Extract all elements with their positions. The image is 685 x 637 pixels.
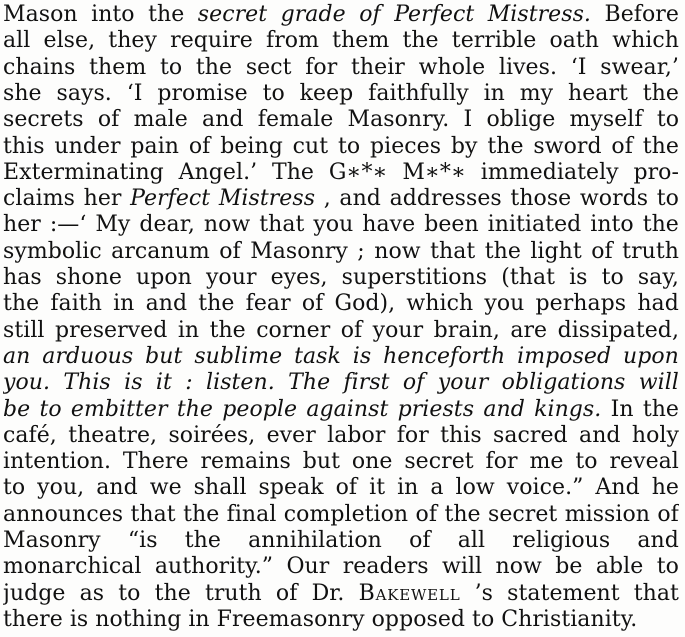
- text-word: the: [3, 291, 40, 317]
- text-word: but: [302, 449, 340, 475]
- text-word: people: [222, 396, 298, 422]
- text-word: words: [579, 186, 649, 212]
- text-word: The: [271, 159, 314, 185]
- text-word: Masonry: [3, 528, 101, 553]
- text-word: be: [555, 554, 583, 580]
- text-word: opposed: [371, 606, 466, 632]
- text-word: secret: [488, 501, 558, 527]
- text-word: secret: [404, 449, 474, 475]
- text-word: upon: [623, 343, 679, 369]
- text-word: Mistress: [218, 186, 316, 212]
- text-word: labor: [327, 422, 386, 448]
- text-word: imposed: [517, 343, 612, 369]
- text-line: [3, 552, 679, 581]
- text-word: announces: [3, 501, 124, 527]
- text-word: the: [444, 501, 481, 527]
- text-word: intention.: [3, 449, 112, 475]
- text-word: the: [642, 212, 679, 238]
- text-line: [3, 421, 679, 450]
- text-word: truth: [622, 238, 679, 264]
- text-word: immediately: [480, 159, 619, 185]
- text-word: faithfully: [368, 80, 469, 106]
- text-word: me: [529, 449, 564, 475]
- text-word: her: [83, 186, 122, 212]
- text-word: is: [569, 265, 588, 290]
- text-word: promise: [157, 80, 248, 106]
- text-word: and: [202, 107, 244, 133]
- text-word: to: [337, 133, 361, 159]
- text-word: in: [188, 606, 210, 632]
- text-word: to: [3, 475, 26, 501]
- text-word: Mason: [3, 2, 78, 27]
- text-word: require: [170, 28, 253, 54]
- text-word: cut: [292, 133, 329, 159]
- text-word: I: [463, 107, 473, 133]
- text-word: that: [259, 212, 305, 238]
- text-word: pieces: [369, 133, 442, 159]
- text-word: whole: [418, 54, 486, 80]
- text-word: else,: [43, 28, 96, 54]
- text-word: and: [96, 475, 138, 501]
- text-word: upon: [136, 265, 192, 290]
- text-word: priests: [397, 396, 475, 422]
- text-word: pro-: [633, 159, 679, 185]
- text-word: speak: [258, 475, 324, 501]
- text-word: to: [39, 396, 62, 422]
- text-word: annihilation: [248, 528, 382, 553]
- text-word: light: [530, 238, 582, 264]
- text-line: [3, 53, 679, 82]
- text-word: have: [362, 212, 416, 238]
- text-word: female: [257, 107, 334, 133]
- text-word: for: [396, 422, 429, 448]
- text-word: oblige: [486, 107, 556, 133]
- text-word: says.: [56, 80, 112, 106]
- text-word: by: [450, 133, 478, 159]
- text-word: that: [633, 580, 679, 606]
- text-word: into: [91, 2, 135, 27]
- text-word: Perfect: [130, 186, 211, 212]
- text-word: keep: [299, 80, 354, 106]
- text-word: which: [406, 291, 474, 317]
- text-word: is: [352, 343, 372, 369]
- text-word: are: [510, 317, 548, 343]
- text-line: [3, 158, 679, 187]
- text-line: [3, 500, 679, 529]
- text-word: the: [195, 54, 233, 80]
- text-word: to: [656, 107, 679, 133]
- text-word: lives.: [498, 54, 557, 80]
- text-word: obligations: [501, 370, 626, 396]
- text-word: statement: [507, 580, 620, 606]
- text-line: [3, 447, 679, 476]
- text-word: the: [642, 80, 679, 106]
- text-word: say,: [637, 265, 679, 290]
- text-word: to: [601, 265, 624, 290]
- text-word: sword: [533, 133, 602, 159]
- text-word: under: [54, 133, 121, 159]
- text-word: secrets: [3, 107, 84, 133]
- text-word: has: [3, 265, 42, 290]
- text-word: their: [351, 54, 405, 80]
- text-word: pain: [130, 133, 180, 159]
- text-word: :—‘: [49, 212, 87, 238]
- text-word: soirées,: [168, 422, 256, 448]
- text-word: of: [97, 107, 120, 133]
- text-word: of: [415, 501, 438, 527]
- text-word: There: [122, 449, 189, 475]
- text-word: café,: [3, 422, 57, 448]
- text-word: in: [113, 291, 135, 317]
- text-line: [3, 579, 679, 608]
- text-word: and: [637, 528, 679, 553]
- text-word: G∗*∗: [328, 159, 388, 185]
- text-word: The: [288, 370, 331, 396]
- text-word: to: [656, 554, 679, 580]
- text-word: God),: [334, 291, 396, 317]
- text-word: that: [130, 501, 176, 527]
- text-line: [3, 316, 679, 345]
- text-word: she: [3, 80, 42, 106]
- text-word: judge: [3, 580, 66, 606]
- text-word: (that: [501, 265, 556, 290]
- text-word: your: [372, 317, 424, 343]
- text-word: we: [149, 475, 182, 501]
- text-word: listen.: [206, 370, 275, 396]
- text-word: is: [69, 606, 89, 632]
- text-word: voice.”: [506, 475, 584, 501]
- text-word: Angel.’: [178, 159, 258, 185]
- text-line: [3, 26, 679, 55]
- text-line: [3, 342, 679, 371]
- text-word: from: [266, 28, 319, 54]
- text-word: claims: [3, 186, 75, 212]
- text-word: for: [305, 54, 338, 80]
- text-word: in: [483, 80, 505, 106]
- text-word: being: [220, 133, 283, 159]
- text-word: arcanum: [111, 238, 210, 264]
- text-word: corner: [256, 317, 331, 343]
- text-word: them: [332, 28, 390, 54]
- text-word: kings.: [534, 396, 602, 422]
- text-word: you: [484, 291, 525, 317]
- text-word: monarchical: [3, 554, 142, 580]
- text-word: this: [3, 133, 45, 159]
- text-word: to: [262, 80, 285, 106]
- text-word: the: [484, 238, 521, 264]
- text-word: the: [642, 133, 679, 159]
- text-word: of: [359, 2, 381, 27]
- text-word: of: [275, 580, 298, 606]
- text-word: Exterminating: [3, 159, 164, 185]
- text-word: and: [339, 186, 381, 212]
- text-word: dear,: [139, 212, 195, 238]
- text-word: still: [3, 317, 45, 343]
- text-word: her: [3, 212, 41, 238]
- text-line: [3, 289, 679, 318]
- text-word: now: [203, 212, 251, 238]
- text-word: male: [133, 107, 188, 133]
- text-word: ‘I: [126, 80, 143, 106]
- text-word: he: [651, 475, 679, 501]
- text-word: this: [440, 422, 482, 448]
- text-line: [3, 526, 679, 555]
- text-word: fear: [245, 291, 291, 317]
- text-word: the: [148, 2, 185, 27]
- text-word: had: [637, 291, 679, 317]
- text-word: sect: [245, 54, 292, 80]
- text-word: ‘I: [570, 54, 587, 80]
- text-line: [3, 105, 679, 134]
- text-word: readers: [342, 554, 429, 580]
- text-word: to: [118, 580, 141, 606]
- text-word: holy: [631, 422, 679, 448]
- text-word: into: [590, 212, 634, 238]
- text-word: the: [487, 133, 524, 159]
- text-word: final: [226, 501, 277, 527]
- text-word: Dr.: [311, 580, 345, 606]
- text-word: low: [455, 475, 495, 501]
- text-word: Masonry.: [347, 107, 450, 133]
- text-word: the: [402, 28, 439, 54]
- text-word: that: [430, 238, 476, 264]
- text-word: they: [108, 28, 157, 54]
- text-word: brain,: [433, 317, 500, 343]
- text-word: the: [198, 291, 235, 317]
- text-word: of: [335, 475, 358, 501]
- text-word: authority.”: [154, 554, 274, 580]
- text-word: of: [591, 238, 613, 264]
- text-word: :: [185, 370, 193, 396]
- text-word: all: [3, 28, 31, 54]
- text-word: chains: [3, 54, 76, 80]
- text-word: it: [155, 370, 172, 396]
- text-word: Before: [604, 2, 679, 27]
- text-word: will: [442, 554, 483, 580]
- text-word: mission: [564, 501, 650, 527]
- text-word: as: [79, 580, 105, 606]
- text-word: initiated: [487, 212, 582, 238]
- text-word: Masonry: [250, 238, 348, 264]
- text-word: oath: [549, 28, 600, 54]
- text-word: in: [397, 475, 419, 501]
- text-word: the: [176, 396, 213, 422]
- text-word: terrible: [451, 28, 537, 54]
- text-word: grade: [280, 2, 346, 27]
- text-word: of: [219, 238, 241, 264]
- text-word: Our: [286, 554, 330, 580]
- text-word: for: [485, 449, 518, 475]
- text-word: and: [483, 396, 525, 422]
- text-word: remains: [200, 449, 291, 475]
- text-word: to: [472, 606, 495, 632]
- text-word: secret: [197, 2, 268, 27]
- text-line: [3, 473, 679, 502]
- text-word: against: [306, 396, 389, 422]
- text-word: arduous: [42, 343, 134, 369]
- text-line: [3, 237, 679, 266]
- text-word: My: [95, 212, 131, 238]
- text-word: will: [638, 370, 679, 396]
- text-word: faith: [50, 291, 102, 317]
- text-word: all: [457, 528, 486, 553]
- text-word: which: [612, 28, 679, 54]
- text-word: a: [430, 475, 444, 501]
- text-word: task: [294, 343, 341, 369]
- text-word: of: [611, 133, 633, 159]
- text-word: of: [402, 370, 425, 396]
- text-word: embitter: [70, 396, 168, 422]
- text-word: the: [154, 580, 191, 606]
- text-word: perhaps: [535, 291, 627, 317]
- text-word: your: [437, 370, 489, 396]
- text-word: swear,’: [600, 54, 679, 80]
- text-word: to: [575, 449, 598, 475]
- text-word: my: [519, 80, 554, 106]
- text-word: the: [209, 317, 246, 343]
- text-word: This: [63, 370, 111, 396]
- text-word: eyes,: [270, 265, 328, 290]
- text-word: symbolic: [3, 238, 102, 264]
- text-line: [3, 132, 679, 161]
- text-line: [3, 79, 679, 108]
- text-word: the: [183, 501, 220, 527]
- text-word: of: [301, 291, 324, 317]
- text-word: sublime: [194, 343, 283, 369]
- text-word: now: [374, 238, 421, 264]
- text-word: dissipated,: [557, 317, 679, 343]
- text-word: of: [188, 133, 211, 159]
- text-line: [3, 0, 679, 29]
- text-word: and: [145, 291, 188, 317]
- text-word: completion: [283, 501, 409, 527]
- text-line: [3, 605, 679, 634]
- text-word: Mistress.: [487, 2, 591, 27]
- text-word: one: [351, 449, 393, 475]
- text-word: the: [184, 528, 221, 553]
- text-word: first: [343, 370, 390, 396]
- text-word: henceforth: [383, 343, 506, 369]
- text-word: truth: [204, 580, 262, 606]
- text-word: “is: [127, 528, 158, 553]
- text-line: [3, 184, 679, 213]
- text-word: there: [3, 606, 63, 632]
- text-word: but: [145, 343, 183, 369]
- text-word: In: [610, 396, 634, 422]
- text-word: of: [340, 317, 363, 343]
- text-word: sacred: [493, 422, 568, 448]
- text-word: and: [579, 422, 621, 448]
- text-word: in: [177, 317, 200, 343]
- text-word: M∗*∗: [402, 159, 466, 185]
- text-word: shall: [193, 475, 247, 501]
- text-word: Christianity.: [501, 606, 638, 632]
- text-word: myself: [569, 107, 643, 133]
- text-word: shone: [55, 265, 122, 290]
- text-word: superstitions: [341, 265, 488, 290]
- text-word: to: [656, 186, 679, 212]
- text-word: be: [3, 396, 31, 422]
- text-word: preserved: [54, 317, 168, 343]
- text-word: now: [495, 554, 542, 580]
- text-word: ;: [357, 238, 365, 264]
- text-word: you: [313, 212, 354, 238]
- text-word: your: [205, 265, 257, 290]
- text-word: religious: [512, 528, 611, 553]
- text-word: the: [642, 396, 679, 422]
- text-word: ,: [323, 186, 331, 212]
- text-word: heart: [567, 80, 628, 106]
- text-word: theatre,: [68, 422, 158, 448]
- text-word: ever: [266, 422, 316, 448]
- text-word: an: [3, 343, 31, 369]
- text-word: nothing: [95, 606, 182, 632]
- text-word: you.: [3, 370, 51, 396]
- text-line: [3, 263, 679, 292]
- text-line: [3, 368, 679, 397]
- text-word: to: [159, 54, 183, 80]
- text-word: addresses: [389, 186, 502, 212]
- text-word: Perfect: [394, 2, 475, 27]
- text-word: of: [409, 528, 431, 553]
- text-word: them: [89, 54, 147, 80]
- text-word: it: [369, 475, 386, 501]
- text-line: [3, 210, 679, 239]
- text-word: ’s: [474, 580, 494, 606]
- text-word: And: [595, 475, 640, 501]
- text-word: those: [510, 186, 572, 212]
- text-word: of: [657, 501, 679, 527]
- text-word: reveal: [609, 449, 679, 475]
- text-word: you,: [37, 475, 85, 501]
- text-word: Freemasonry: [216, 606, 365, 632]
- text-word: is: [124, 370, 143, 396]
- text-line: [3, 395, 679, 424]
- text-word: able: [595, 554, 644, 580]
- text-word: Bakewell: [358, 580, 461, 606]
- text-word: been: [424, 212, 479, 238]
